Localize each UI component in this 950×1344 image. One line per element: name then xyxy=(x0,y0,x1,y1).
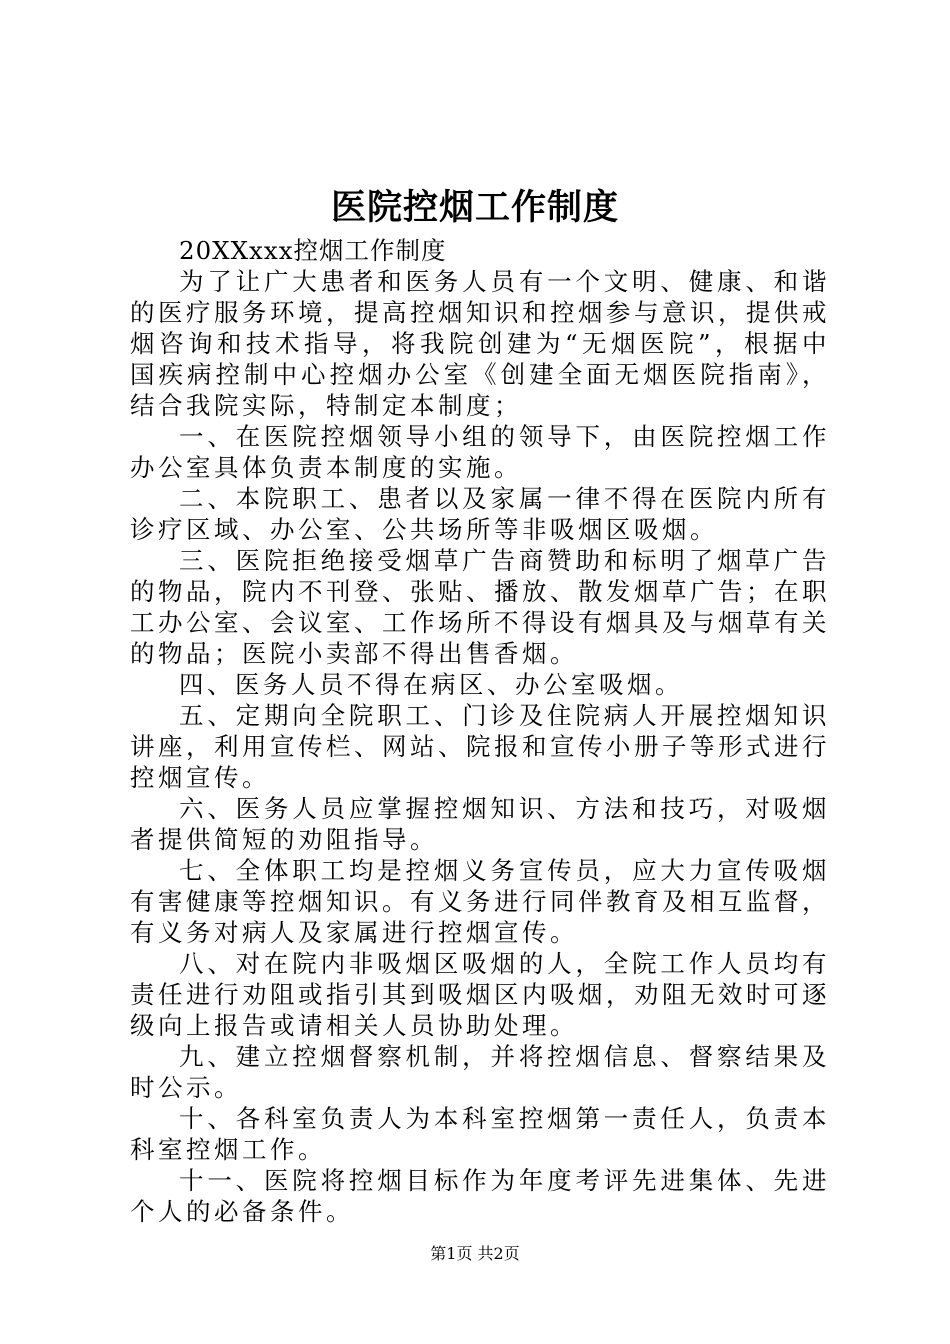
paragraph-item-8: 八、对在院内非吸烟区吸烟的人，全院工作人员均有责任进行劝阻或指引其到吸烟区内吸烟，劝阻无效时可逐级向上报告或请相关人员协助处理。 xyxy=(130,949,830,1040)
paragraph-item-2: 二、本院职工、患者以及家属一律不得在医院内所有诊疗区域、办公室、公共场所等非吸烟区吸烟。 xyxy=(130,484,830,544)
document-body xyxy=(130,235,830,1227)
paragraph-item-4: 四、医务人员不得在病区、办公室吸烟。 xyxy=(179,670,683,699)
paragraph-intro: 为了让广大患者和医务人员有一个文明、健康、和谐的医疗服务环境，提高控烟知识和控烟参与意识，提供戒烟咨询和技术指导，将我院创建为“无烟医院”，根据中国疾病控制中心控烟办公室《创建全面无烟医院指南》，结合我院实际，特制定本制度； xyxy=(130,267,830,420)
paragraph-item-9: 九、建立控烟督察机制，并将控烟信息、督察结果及时公示。 xyxy=(130,1042,830,1102)
document-title: 医院控烟工作制度 xyxy=(330,187,619,228)
paragraph-item-11: 十一、医院将控烟目标作为年度考评先进集体、先进个人的必备条件。 xyxy=(130,1166,830,1226)
document-subtitle: 20XXxxx控烟工作制度 xyxy=(179,236,447,265)
paragraph-item-3: 三、医院拒绝接受烟草广告商赞助和标明了烟草广告的物品，院内不刊登、张贴、播放、散发烟草广告；在职工办公室、会议室、工作场所不得设有烟具及与烟草有关的物品；医院小卖部不得出售香烟。 xyxy=(130,546,830,668)
page-number-footer: 第1页 共2页 xyxy=(430,1244,520,1263)
paragraph-item-1: 一、在医院控烟领导小组的领导下，由医院控烟工作办公室具体负责本制度的实施。 xyxy=(130,422,830,482)
paragraph-item-6: 六、医务人员应掌握控烟知识、方法和技巧，对吸烟者提供简短的劝阻指导。 xyxy=(130,794,830,854)
paragraph-item-7: 七、全体职工均是控烟义务宣传员，应大力宣传吸烟有害健康等控烟知识。有义务进行同伴教育及相互监督，有义务对病人及家属进行控烟宣传。 xyxy=(130,856,830,947)
paragraph-item-10: 十、各科室负责人为本科室控烟第一责任人，负责本科室控烟工作。 xyxy=(130,1104,830,1164)
paragraph-item-5: 五、定期向全院职工、门诊及住院病人开展控烟知识讲座，利用宣传栏、网站、院报和宣传小册子等形式进行控烟宣传。 xyxy=(130,701,830,792)
